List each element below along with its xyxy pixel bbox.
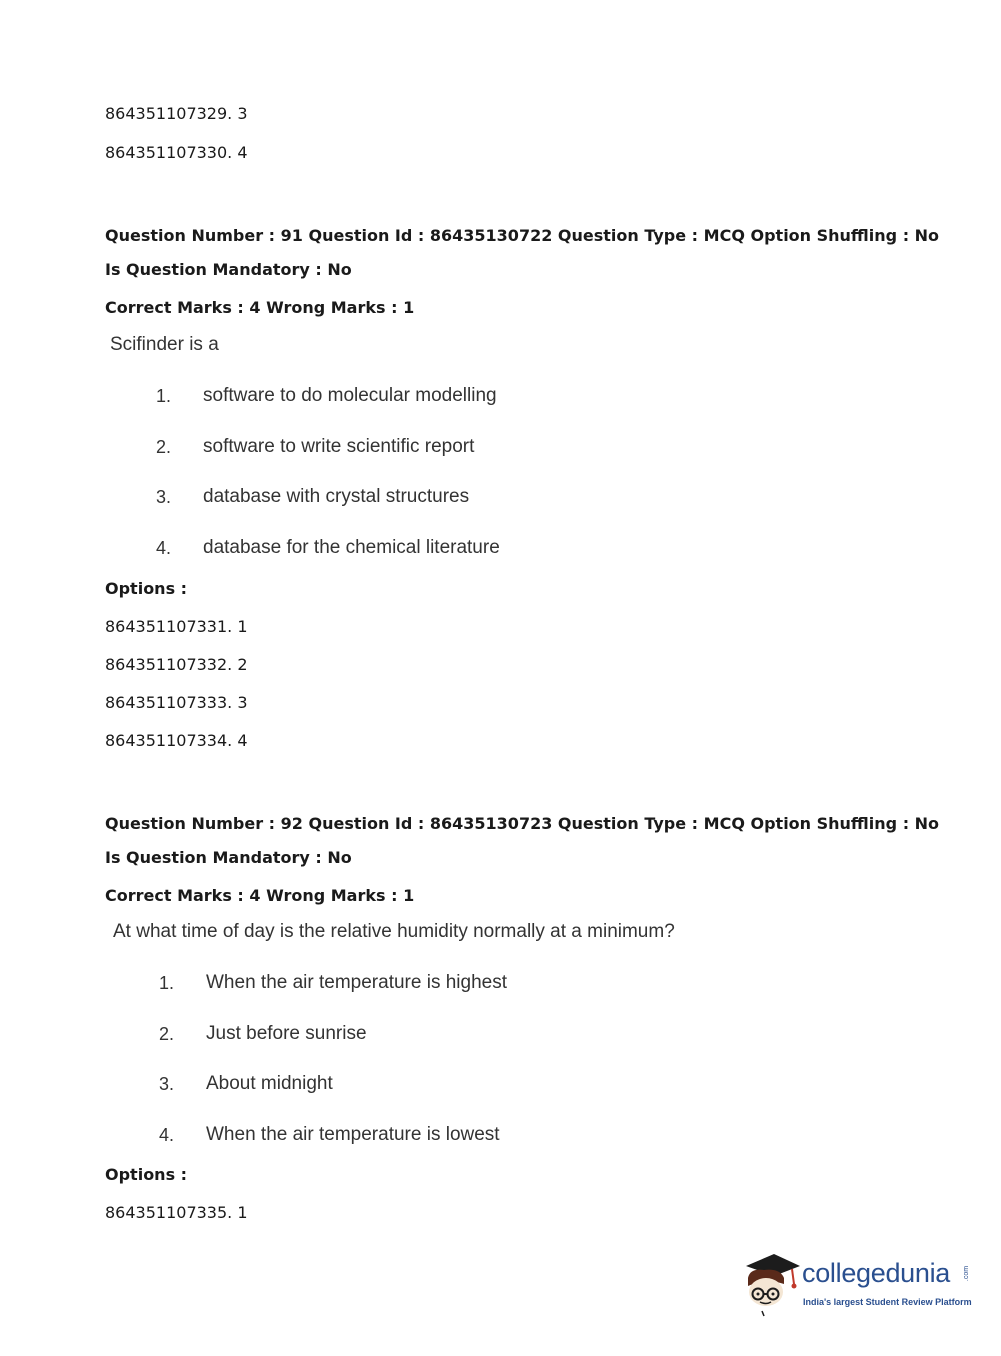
option-id-line: 864351107329. 3 (105, 104, 248, 123)
options-label: Options : (105, 1165, 188, 1184)
mascot-icon (740, 1248, 802, 1318)
choice-text: When the air temperature is lowest (206, 1124, 500, 1145)
option-id-line: 864351107331. 1 (105, 617, 248, 636)
option-id-line: 864351107333. 3 (105, 693, 248, 712)
question-text: At what time of day is the relative humidity normally at a minimum? (113, 921, 675, 942)
choice-text: database for the chemical literature (203, 537, 500, 558)
choice-number: 2. (156, 437, 172, 457)
logo-wordmark: collegedunia (802, 1258, 951, 1288)
question-mandatory: Is Question Mandatory : No (105, 848, 352, 867)
question-marks: Correct Marks : 4 Wrong Marks : 1 (105, 298, 415, 317)
option-id-line: 864351107335. 1 (105, 1203, 248, 1222)
question-header: Question Number : 91 Question Id : 86435130722 Question Type : MCQ Option Shuffling : No (105, 226, 940, 245)
choice-number: 4. (159, 1125, 175, 1145)
question-mandatory: Is Question Mandatory : No (105, 260, 352, 279)
choice-text: software to do molecular modelling (203, 385, 497, 406)
choice-number: 4. (156, 538, 172, 558)
choice-text: database with crystal structures (203, 486, 470, 507)
choice-number: 1. (156, 386, 172, 406)
choice-number: 2. (159, 1024, 175, 1044)
choice-number: 1. (159, 973, 175, 993)
choice-text: Just before sunrise (206, 1023, 367, 1044)
collegedunia-logo (740, 1248, 970, 1318)
choice-number: 3. (159, 1074, 175, 1094)
question-header: Question Number : 92 Question Id : 86435130723 Question Type : MCQ Option Shuffling : No (105, 814, 940, 833)
question-text: Scifinder is a (110, 334, 219, 355)
choice-text: When the air temperature is highest (206, 972, 507, 993)
option-id-line: 864351107334. 4 (105, 731, 248, 750)
question-marks: Correct Marks : 4 Wrong Marks : 1 (105, 886, 415, 905)
logo-domain-suffix: .com (963, 1265, 971, 1282)
choice-number: 3. (156, 487, 172, 507)
option-id-line: 864351107332. 2 (105, 655, 248, 674)
logo-tagline: India's largest Student Review Platform (803, 1297, 972, 1307)
option-id-line: 864351107330. 4 (105, 143, 248, 162)
choice-text: software to write scientific report (203, 436, 475, 457)
choice-text: About midnight (206, 1073, 333, 1094)
options-label: Options : (105, 579, 188, 598)
